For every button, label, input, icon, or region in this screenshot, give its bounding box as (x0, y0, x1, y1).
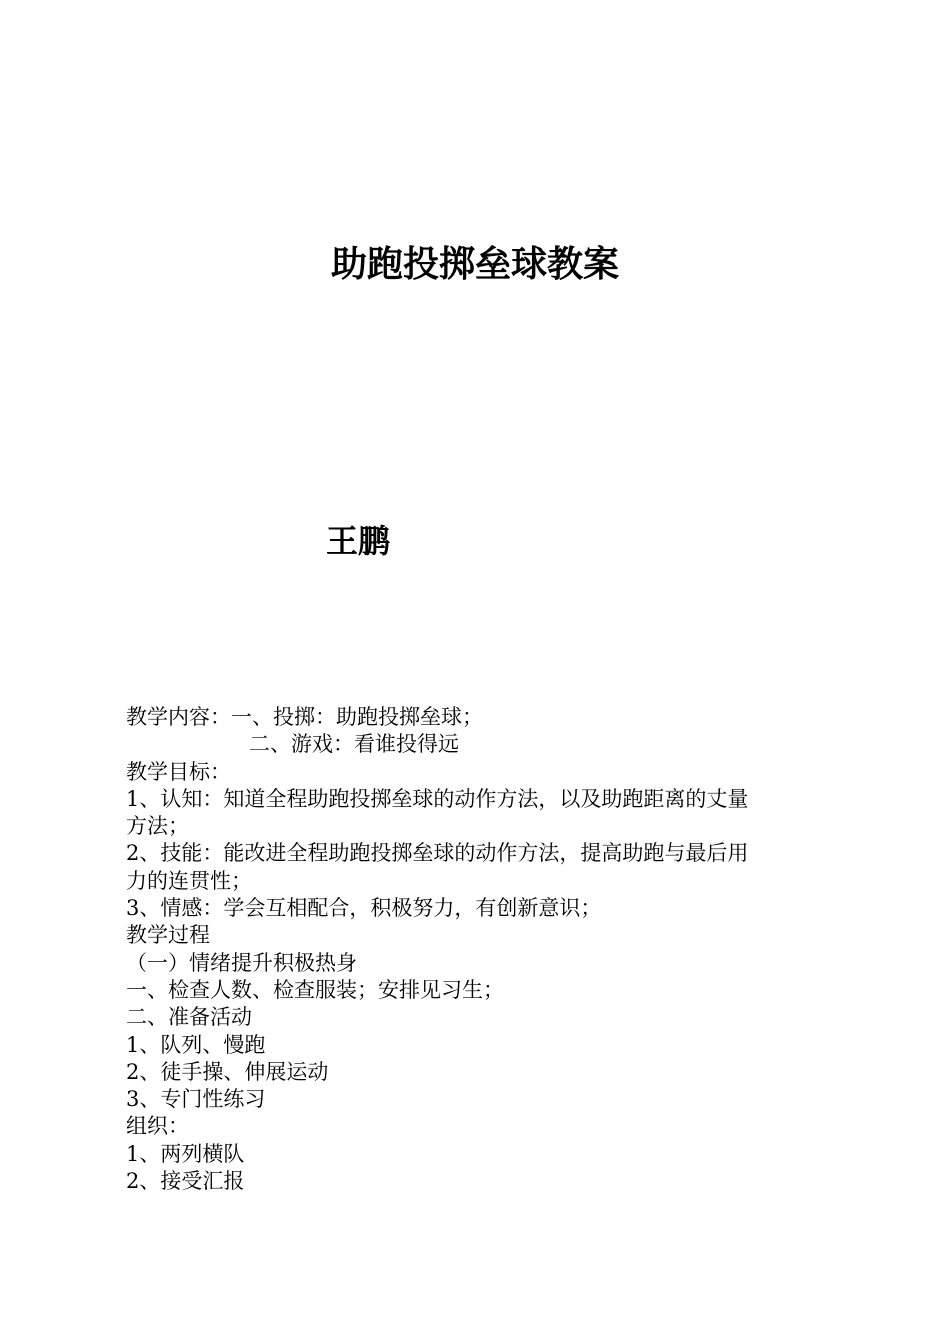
text-line: 2、技能：能改进全程助跑投掷垒球的动作方法，提高助跑与最后用 (126, 841, 749, 866)
text-line: 二、准备活动 (126, 1005, 252, 1030)
text-line: 3、专门性练习 (126, 1087, 266, 1112)
text-line: 1、认知：知道全程助跑投掷垒球的动作方法，以及助跑距离的丈量 (126, 786, 749, 811)
text-line: 1、队列、慢跑 (126, 1032, 266, 1057)
text-line: 力的连贯性； (126, 868, 252, 893)
author-name: 王鹏 (326, 522, 391, 560)
text-line: 1、两列横队 (126, 1141, 245, 1166)
document-title: 助跑投掷垒球教案 (330, 244, 619, 285)
text-line: （一）情绪提升积极热身 (126, 950, 357, 975)
lesson-plan-body (126, 704, 831, 1195)
text-line: 2、徒手操、伸展运动 (126, 1059, 329, 1084)
text-line: 二、游戏：看谁投得远 (249, 732, 459, 757)
text-line: 教学目标： (126, 759, 231, 784)
text-line: 2、接受汇报 (126, 1169, 245, 1194)
text-line: 组织： (126, 1114, 189, 1139)
text-line: 方法； (126, 814, 189, 839)
text-line: 教学过程 (126, 923, 210, 948)
text-line: 教学内容：一、投掷：助跑投掷垒球； (126, 705, 483, 729)
text-line: 一、检查人数、检查服装；安排见习生； (126, 977, 504, 1002)
text-line: 3、情感：学会互相配合，积极努力，有创新意识； (126, 896, 602, 921)
